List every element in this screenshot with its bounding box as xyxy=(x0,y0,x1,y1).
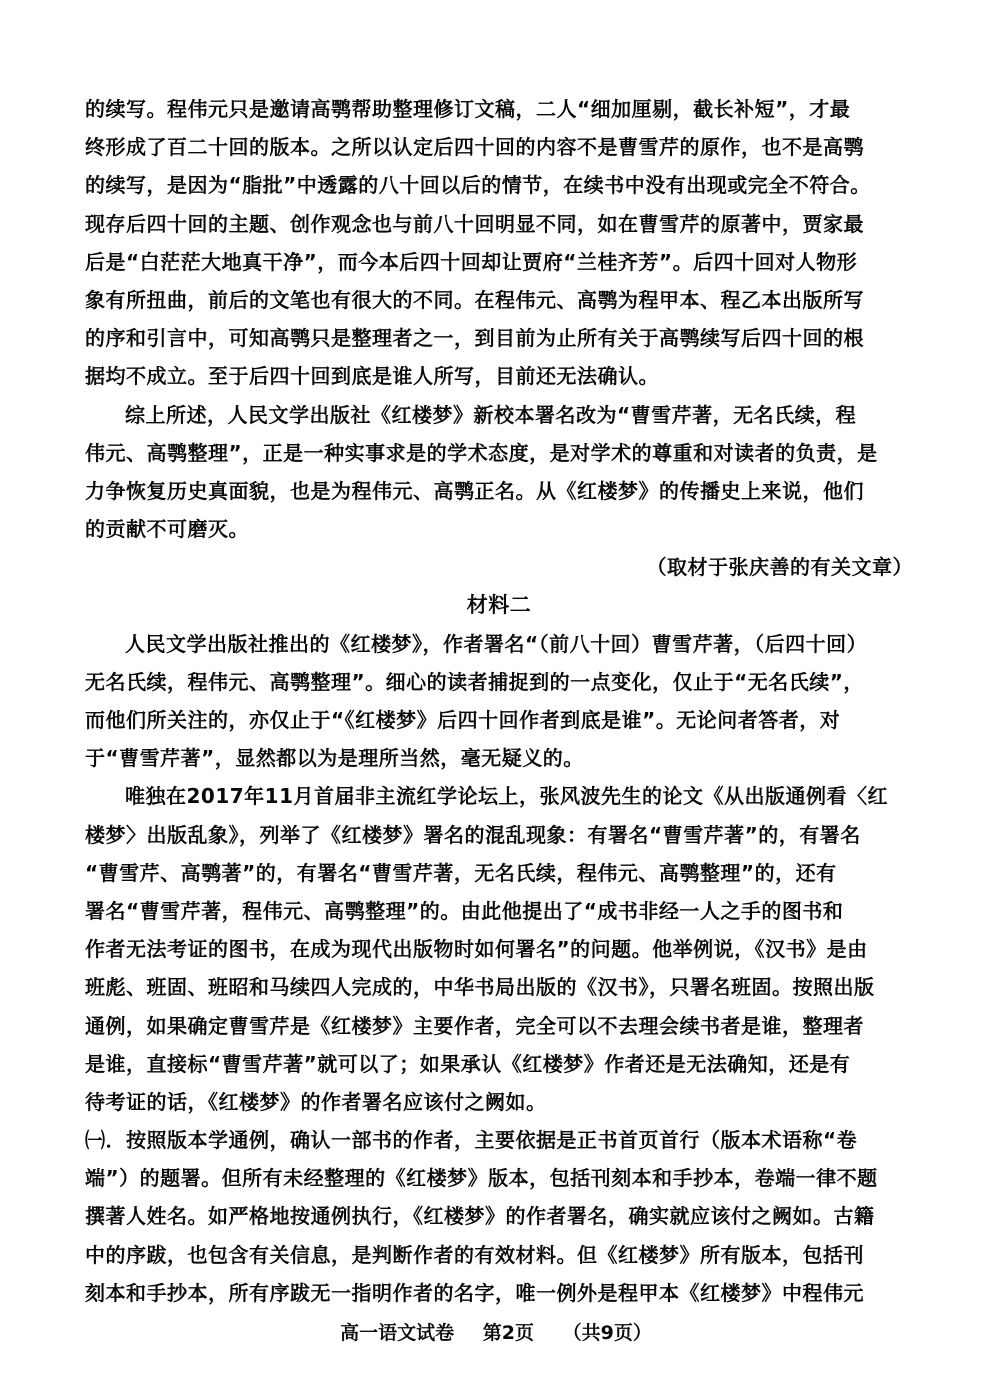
text-line: 后是“白茫茫大地真干净”，而今本后四十回却让贾府“兰桂齐芳”。后四十回对人物形 xyxy=(85,249,858,274)
text-line: 据均不成立。至于后四十回到底是谁人所写，目前还无法确认。 xyxy=(85,364,659,389)
text-line: 而他们所关注的，亦仅止于“《红楼梦》后四十回作者到底是谁”。无论问者答者，对 xyxy=(85,708,841,732)
text-line: 的续写，是因为“脂批”中透露的八十回以后的情节，在续书中没有出现或完全不符合。 xyxy=(85,173,871,198)
footer-total-pages: （共9页） xyxy=(562,1322,652,1344)
text-line: 唯独在2017年11月首届非主流红学论坛上，张风波先生的论文《从出版通例看〈红 xyxy=(125,784,888,809)
text-line: 通例，如果确定曹雪芹是《红楼梦》主要作者，完全可以不去理会续书者是谁，整理者 xyxy=(85,1013,864,1038)
text-line: 端”）的题署。但所有未经整理的《红楼梦》版本，包括刊刻本和手抄本，卷端一律不题 xyxy=(85,1166,878,1191)
text-line: 撰著人姓名。如严格地按通例执行，《红楼梦》的作者署名，确实就应该付之阙如。古籍 xyxy=(85,1204,875,1229)
material-one-paragraph-continuation xyxy=(85,90,913,396)
text-line: 待考证的话，《红楼梦》的作者署名应该付之阙如。 xyxy=(85,1089,547,1114)
material-one-attribution: （取材于张庆善的有关文章） xyxy=(646,555,913,580)
text-line: 刻本和手抄本，所有序跋无一指明作者的名字，唯一例外是程甲本《红楼梦》中程伟元 xyxy=(85,1280,864,1305)
text-line: 署名“曹雪芹著，程伟元、高鹗整理”的。由此他提出了“成书非经一人之手的图书和 xyxy=(85,898,844,923)
text-line: 终形成了百二十回的版本。之所以认定后四十回的内容不是曹雪芹的原作，也不是高鹗 xyxy=(85,135,864,160)
material-two-paragraph-3 xyxy=(85,1121,913,1312)
text-line: 作者无法考证的图书，在成为现代出版物时如何署名”的问题。他举例说，《汉书》是由 xyxy=(85,937,868,962)
text-line: 现存后四十回的主题、创作观念也与前八十回明显不同，如在曹雪芹的原著中，贾家最 xyxy=(85,211,864,236)
text-line: ㈠．按照版本学通例，确认一部书的作者，主要依据是正书首页首行（版本术语称“卷 xyxy=(85,1128,858,1153)
footer-page-number: 第2页 xyxy=(482,1322,534,1344)
page-footer xyxy=(0,1318,992,1345)
material-two-heading: 材料二 xyxy=(466,593,532,618)
text-line: 中的序跋，也包含有关信息，是判断作者的有效材料。但《红楼梦》所有版本，包括刊 xyxy=(85,1242,864,1267)
material-one-closing-paragraph xyxy=(85,396,913,549)
text-line: 无名氏续，程伟元、高鹗整理”。细心的读者捕捉到的一点变化，仅止于“无名氏续”， xyxy=(85,669,864,694)
text-line: 的序和引言中，可知高鹗只是整理者之一，到目前为止所有关于高鹗续写后四十回的根 xyxy=(85,326,864,351)
text-line: 力争恢复历史真面貌，也是为程伟元、高鹗正名。从《红楼梦》的传播史上来说，他们 xyxy=(85,478,864,503)
material-two-paragraph-2 xyxy=(85,777,913,1121)
text-line: 班彪、班固、班昭和马续四人完成的，中华书局出版的《汉书》，只署名班固。按照出版 xyxy=(85,975,875,1000)
text-line: “曹雪芹、高鹗著”的，有署名“曹雪芹著，无名氏续，程伟元、高鹗整理”的，还有 xyxy=(85,860,837,885)
text-line: 综上所述，人民文学出版社《红楼梦》新校本署名改为“曹雪芹著，无名氏续，程 xyxy=(125,402,857,427)
text-line: 人民文学出版社推出的《红楼梦》，作者署名“（前八十回）曹雪芹著，（后四十回） xyxy=(125,631,868,656)
text-line: 的贡献不可磨灭。 xyxy=(85,517,249,542)
text-line: 象有所扭曲，前后的文笔也有很大的不同。在程伟元、高鹗为程甲本、程乙本出版所写 xyxy=(85,287,864,312)
page-content xyxy=(85,90,913,1312)
footer-exam-title: 高一语文试卷 xyxy=(340,1322,455,1344)
text-line: 楼梦〉出版乱象》，列举了《红楼梦》署名的混乱现象：有署名“曹雪芹著”的，有署名 xyxy=(85,822,861,847)
text-line: 伟元、高鹗整理”，正是一种实事求是的学术态度，是对学术的尊重和对读者的负责，是 xyxy=(85,440,878,465)
text-line: 的续写。程伟元只是邀请高鹗帮助整理修订文稿，二人“细加厘剔，截长补短”，才最 xyxy=(85,97,851,121)
text-line: 是谁，直接标“曹雪芹著”就可以了；如果承认《红楼梦》作者还是无法确知，还是有 xyxy=(85,1051,851,1076)
text-line: 于“曹雪芹著”，显然都以为是理所当然，毫无疑义的。 xyxy=(85,746,584,771)
material-two-paragraph-1 xyxy=(85,625,913,778)
